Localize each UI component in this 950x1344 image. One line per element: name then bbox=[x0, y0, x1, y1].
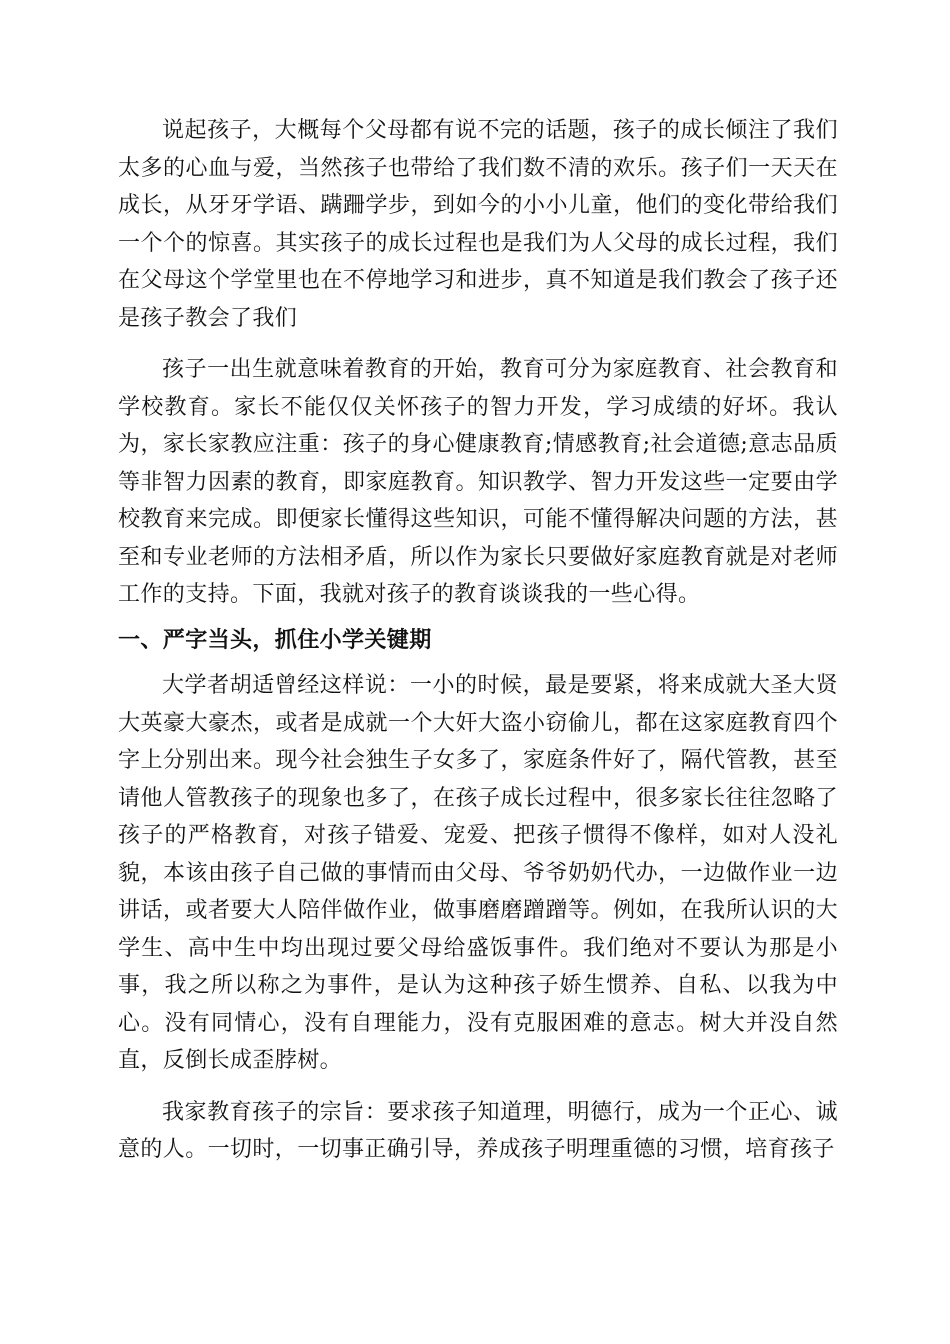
section-heading: 一、严字当头，抓住小学关键期 bbox=[118, 626, 432, 653]
document-body bbox=[118, 112, 838, 1169]
paragraph-gap bbox=[118, 614, 838, 622]
paragraph-gap bbox=[118, 659, 838, 667]
paragraph-gap bbox=[118, 337, 838, 351]
paragraph-gap bbox=[118, 1080, 838, 1094]
paragraph-education-types: 孩子一出生就意味着教育的开始，教育可分为家庭教育、社会教育和学校教育。家长不能仅仅关怀孩子的智力开发，学习成绩的好坏。我认为，家长家教应注重：孩子的身心健康教育;情感教育;社会道德;意志品质等非智力因素的教育，即家庭教育。知识教学、智力开发这些一定要由学校教育来完成。即便家长懂得这些知识，可能不懂得解决问题的方法，甚至和专业老师的方法相矛盾，所以作为家长只要做好家庭教育就是对老师工作的支持。下面，我就对孩子的教育谈谈我的一些心得。 bbox=[118, 357, 838, 607]
paragraph-intro: 说起孩子，大概每个父母都有说不完的话题，孩子的成长倾注了我们太多的心血与爱，当然孩子也带给了我们数不清的欢乐。孩子们一天天在成长，从牙牙学语、蹒跚学步，到如今的小小儿童，他们的变化带给我们一个个的惊喜。其实孩子的成长过程也是我们为人父母的成长过程，我们在父母这个学堂里也在不停地学习和进步，真不知道是我们教会了孩子还是孩子教会了我们 bbox=[118, 118, 838, 331]
paragraph-family-principle: 我家教育孩子的宗旨：要求孩子知道理，明德行，成为一个正心、诚意的人。一切时，一切事正确引导，养成孩子明理重德的习惯，培育孩子 bbox=[118, 1099, 838, 1162]
paragraph-hu-shi-quote: 大学者胡适曾经这样说：一小的时候，最是要紧，将来成就大圣大贤大英豪大豪杰，或者是成就一个大奸大盗小窃偷儿，都在这家庭教育四个字上分别出来。现今社会独生子女多了，家庭条件好了，隔代管教，甚至请他人管教孩子的现象也多了，在孩子成长过程中，很多家长往往忽略了孩子的严格教育，对孩子错爱、宠爱、把孩子惯得不像样，如对人没礼貌，本该由孩子自己做的事情而由父母、爷爷奶奶代办，一边做作业一边讲话，或者要大人陪伴做作业，做事磨磨蹭蹭等。例如，在我所认识的大学生、高中生中均出现过要父母给盛饭事件。我们绝对不要认为那是小事，我之所以称之为事件，是认为这种孩子娇生惯养、自私、以我为中心。没有同情心，没有自理能力，没有克服困难的意志。树大并没自然直，反倒长成歪脖树。 bbox=[118, 673, 838, 1073]
